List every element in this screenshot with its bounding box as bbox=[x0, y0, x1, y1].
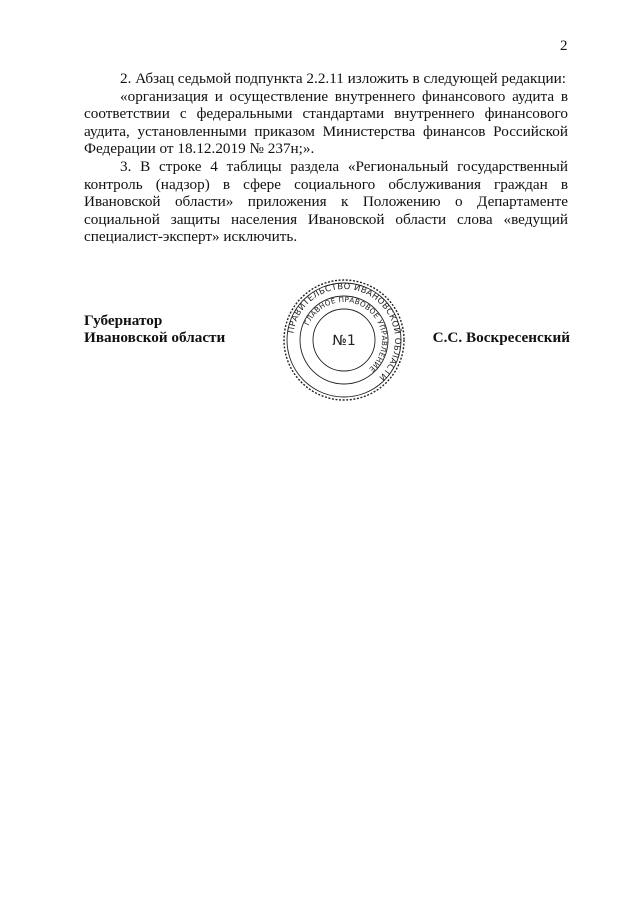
paragraph-item-3: 3. В строке 4 таблицы раздела «Региональный государственный контроль (надзор) в сфере социального обслуживания граждан в Ивановской области» приложения к Положению о Департаменте социальной защиты населения Ивановской области слова «ведущий специалист-эксперт» исключить. bbox=[84, 157, 568, 246]
page-number: 2 bbox=[560, 38, 568, 54]
signatory-title-line2: Ивановской области bbox=[84, 329, 226, 346]
document-body bbox=[84, 70, 568, 246]
seal-outer-text: ПРАВИТЕЛЬСТВО ИВАНОВСКОЙ ОБЛАСТИ bbox=[285, 280, 404, 384]
signature-block bbox=[84, 280, 570, 392]
seal-center-text: №1 bbox=[332, 333, 356, 349]
official-seal-icon bbox=[282, 278, 406, 402]
seal-inner-text: ГЛАВНОЕ ПРАВОВОЕ УПРАВЛЕНИЕ bbox=[302, 294, 390, 375]
paragraph-item-2: 2. Абзац седьмой подпункта 2.2.11 изложить в следующей редакции: bbox=[120, 70, 566, 87]
signatory-name: С.С. Воскресенский bbox=[432, 329, 570, 346]
paragraph-quote: «организация и осуществление внутреннего финансового аудита в соответствии с федеральными стандартами внутреннего финансового аудита, установленными приказом Министерства финансов Российской Федерации от 18.12.2019 № 237н;». bbox=[84, 87, 568, 158]
signatory-title bbox=[84, 312, 225, 346]
signatory-title-line1: Губернатор bbox=[84, 312, 163, 329]
